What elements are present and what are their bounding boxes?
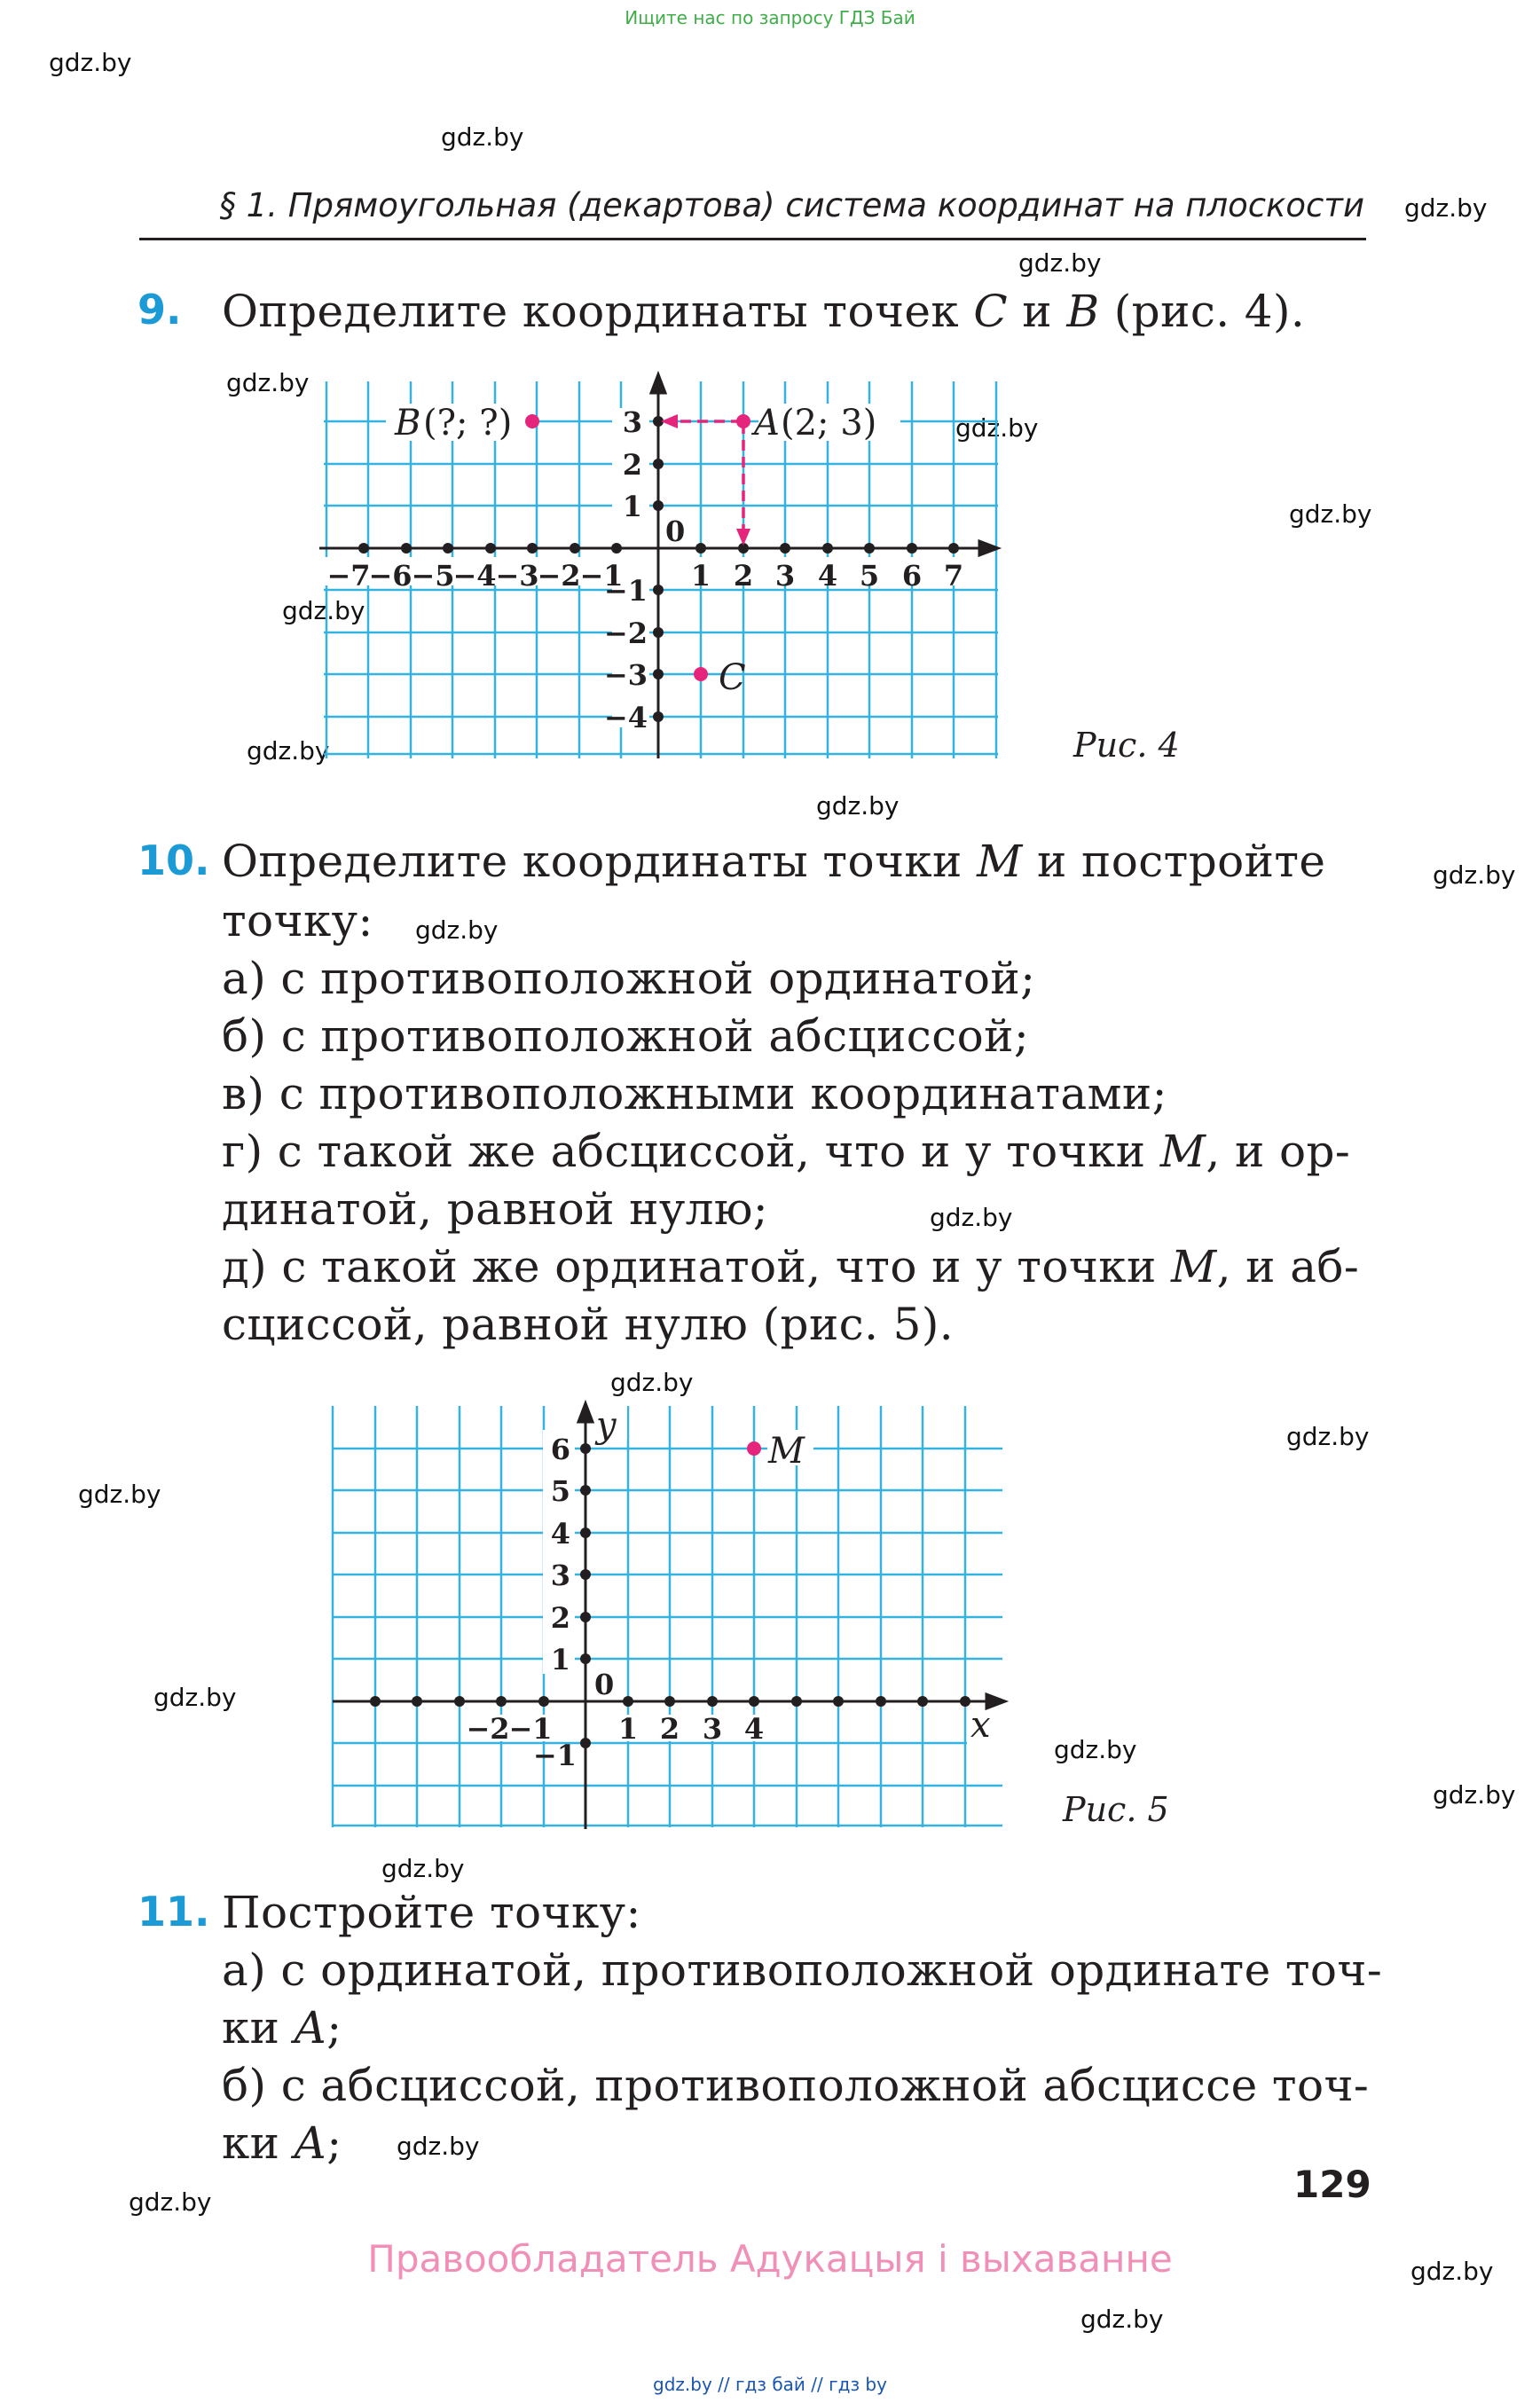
origin-label: 0 [665,514,686,548]
watermark: gdz.by [1404,193,1488,223]
page-number: 129 [1293,2163,1371,2206]
y-tick-label: −2 [603,616,648,650]
x-tick-label: 1 [617,1712,639,1746]
task10-line: г) с такой же абсциссой, что и у точки M, и ор- [222,1126,1351,1177]
x-tick-label: 3 [774,559,796,593]
figure-5-caption: Рис. 5 [1063,1790,1169,1829]
y-tick-label: 6 [550,1433,570,1466]
tick-dot [833,1696,844,1707]
watermark: gdz.by [1080,2305,1164,2334]
tick-dot [707,1696,718,1707]
y-tick-label: 1 [550,1643,570,1677]
tick-dot [623,1696,633,1707]
tick-dot [876,1696,886,1707]
task10-line: динатой, равной нулю; [222,1183,769,1235]
tick-dot [917,1696,928,1707]
task10-line: б) с противоположной абсциссой; [222,1010,1030,1062]
copyright-notice: Правообладатель Адукацыя і выхаванне [367,2237,1173,2281]
watermark: gdz.by [816,791,900,821]
point-b-label: B [395,403,421,444]
top-banner: Ищите нас по запросу ГДЗ Бай [625,7,915,28]
x-tick-label: 3 [702,1712,723,1746]
watermark: gdz.by [226,368,310,397]
task11-line: б) с абсциссой, противоположной абсциссе точ- [222,2060,1370,2111]
point-m-label: M [768,1431,805,1472]
tick-dot [538,1696,549,1707]
x-tick-label: 1 [690,559,711,593]
x-tick-label: −5 [411,559,455,593]
x-tick-label: 2 [733,559,754,593]
origin-label: 0 [594,1668,615,1701]
tick-dot [412,1696,422,1707]
y-tick-label: −4 [603,701,648,734]
x-tick-label: −1 [508,1712,553,1746]
watermark: gdz.by [381,1854,465,1883]
x-tick-label: −7 [326,559,371,593]
y-tick-label: 1 [622,490,642,523]
tick-dot [580,1527,591,1538]
task11-number: 11. [138,1888,210,1936]
tick-dot [664,1696,675,1707]
tick-dot [791,1696,802,1707]
x-tick-label: 6 [901,559,923,593]
y-tick-label: 3 [622,405,642,439]
tick-dot [580,1738,591,1748]
y-tick-label: 3 [550,1559,570,1592]
y-tick-label: 5 [550,1474,570,1508]
section-header: § 1. Прямоугольная (декартова) система координат на плоскости [219,186,1364,224]
y-tick-label: −1 [603,574,648,608]
x-axis-label: x [970,1705,991,1746]
task11-line: Постройте точку: [222,1887,641,1938]
watermark: gdz.by [49,48,132,77]
tick-dot [580,1443,591,1454]
watermark: gdz.by [153,1683,237,1712]
x-tick-label: −6 [368,559,412,593]
x-tick-label: −4 [452,559,497,593]
x-tick-label: 7 [943,559,964,593]
tick-dot [454,1696,465,1707]
y-tick-label: 4 [550,1517,570,1551]
task10-line: а) с противоположной ординатой; [222,953,1036,1004]
tick-dot [580,1569,591,1580]
watermark: gdz.by [1410,2257,1494,2286]
watermark: gdz.by [1433,1780,1516,1810]
x-tick-label: −2 [537,559,581,593]
watermark: gdz.by [1289,499,1372,529]
point-m [747,1441,761,1456]
task11-line: ки A; [222,2002,342,2054]
task9-text: Определите координаты точек C и B (рис. 4). [222,286,1306,337]
tick-dot [370,1696,381,1707]
watermark: gdz.by [1433,860,1516,890]
x-tick-label: 4 [743,1712,765,1746]
watermark: gdz.by [78,1480,161,1509]
watermark: gdz.by [1018,248,1102,278]
x-tick-label: 5 [859,559,880,593]
task10-line: сциссой, равной нулю (рис. 5). [222,1299,955,1350]
point-a-label: A [754,403,780,444]
task10-line: д) с такой же ординатой, что и у точки M, и аб- [222,1241,1360,1292]
task11-line: а) с ординатой, противоположной ординате точ- [222,1944,1383,1996]
tick-dot [496,1696,507,1707]
task10-number: 10. [138,836,210,884]
watermark: gdz.by [282,596,365,625]
task9-number: 9. [138,286,182,334]
label-bg [543,1430,575,1674]
footer-links[interactable]: gdz.by // гдз бай // гдз by [653,2374,887,2395]
watermark: gdz.by [955,413,1039,443]
figure-5-grid [333,1406,1002,1827]
task10-line: Определите координаты точки M и постройте [222,836,1326,887]
watermark: gdz.by [397,2132,480,2161]
y-tick-label: −1 [532,1739,577,1772]
x-tick-label: −1 [579,559,624,593]
watermark: gdz.by [1286,1422,1370,1451]
y-tick-label: 2 [622,448,642,482]
tick-dot [580,1653,591,1664]
watermark: gdz.by [441,122,524,152]
watermark: gdz.by [247,736,330,766]
figure-4-caption: Рис. 4 [1073,726,1180,765]
tick-dot [580,1485,591,1496]
x-tick-label: −2 [466,1712,510,1746]
tick-dot [749,1696,759,1707]
watermark: gdz.by [930,1203,1013,1232]
point-b-coords: (?; ?) [423,403,513,444]
y-axis-label: y [596,1405,617,1446]
watermark: gdz.by [1054,1735,1137,1764]
watermark: gdz.by [415,915,499,945]
task10-line: в) с противоположными координатами; [222,1068,1167,1119]
task10-line: точку: [222,895,373,946]
x-tick-label: 4 [817,559,838,593]
task11-line: ки A; [222,2117,342,2169]
y-tick-label: −3 [603,658,648,692]
point-c-label: C [719,657,746,698]
tick-dot [580,1612,591,1622]
tick-dot [960,1696,970,1707]
point-a-coords: (2; 3) [781,403,877,444]
watermark: gdz.by [610,1368,694,1397]
x-tick-label: −3 [495,559,539,593]
watermark: gdz.by [129,2187,212,2217]
y-tick-label: 2 [550,1601,570,1635]
x-tick-label: 2 [659,1712,680,1746]
